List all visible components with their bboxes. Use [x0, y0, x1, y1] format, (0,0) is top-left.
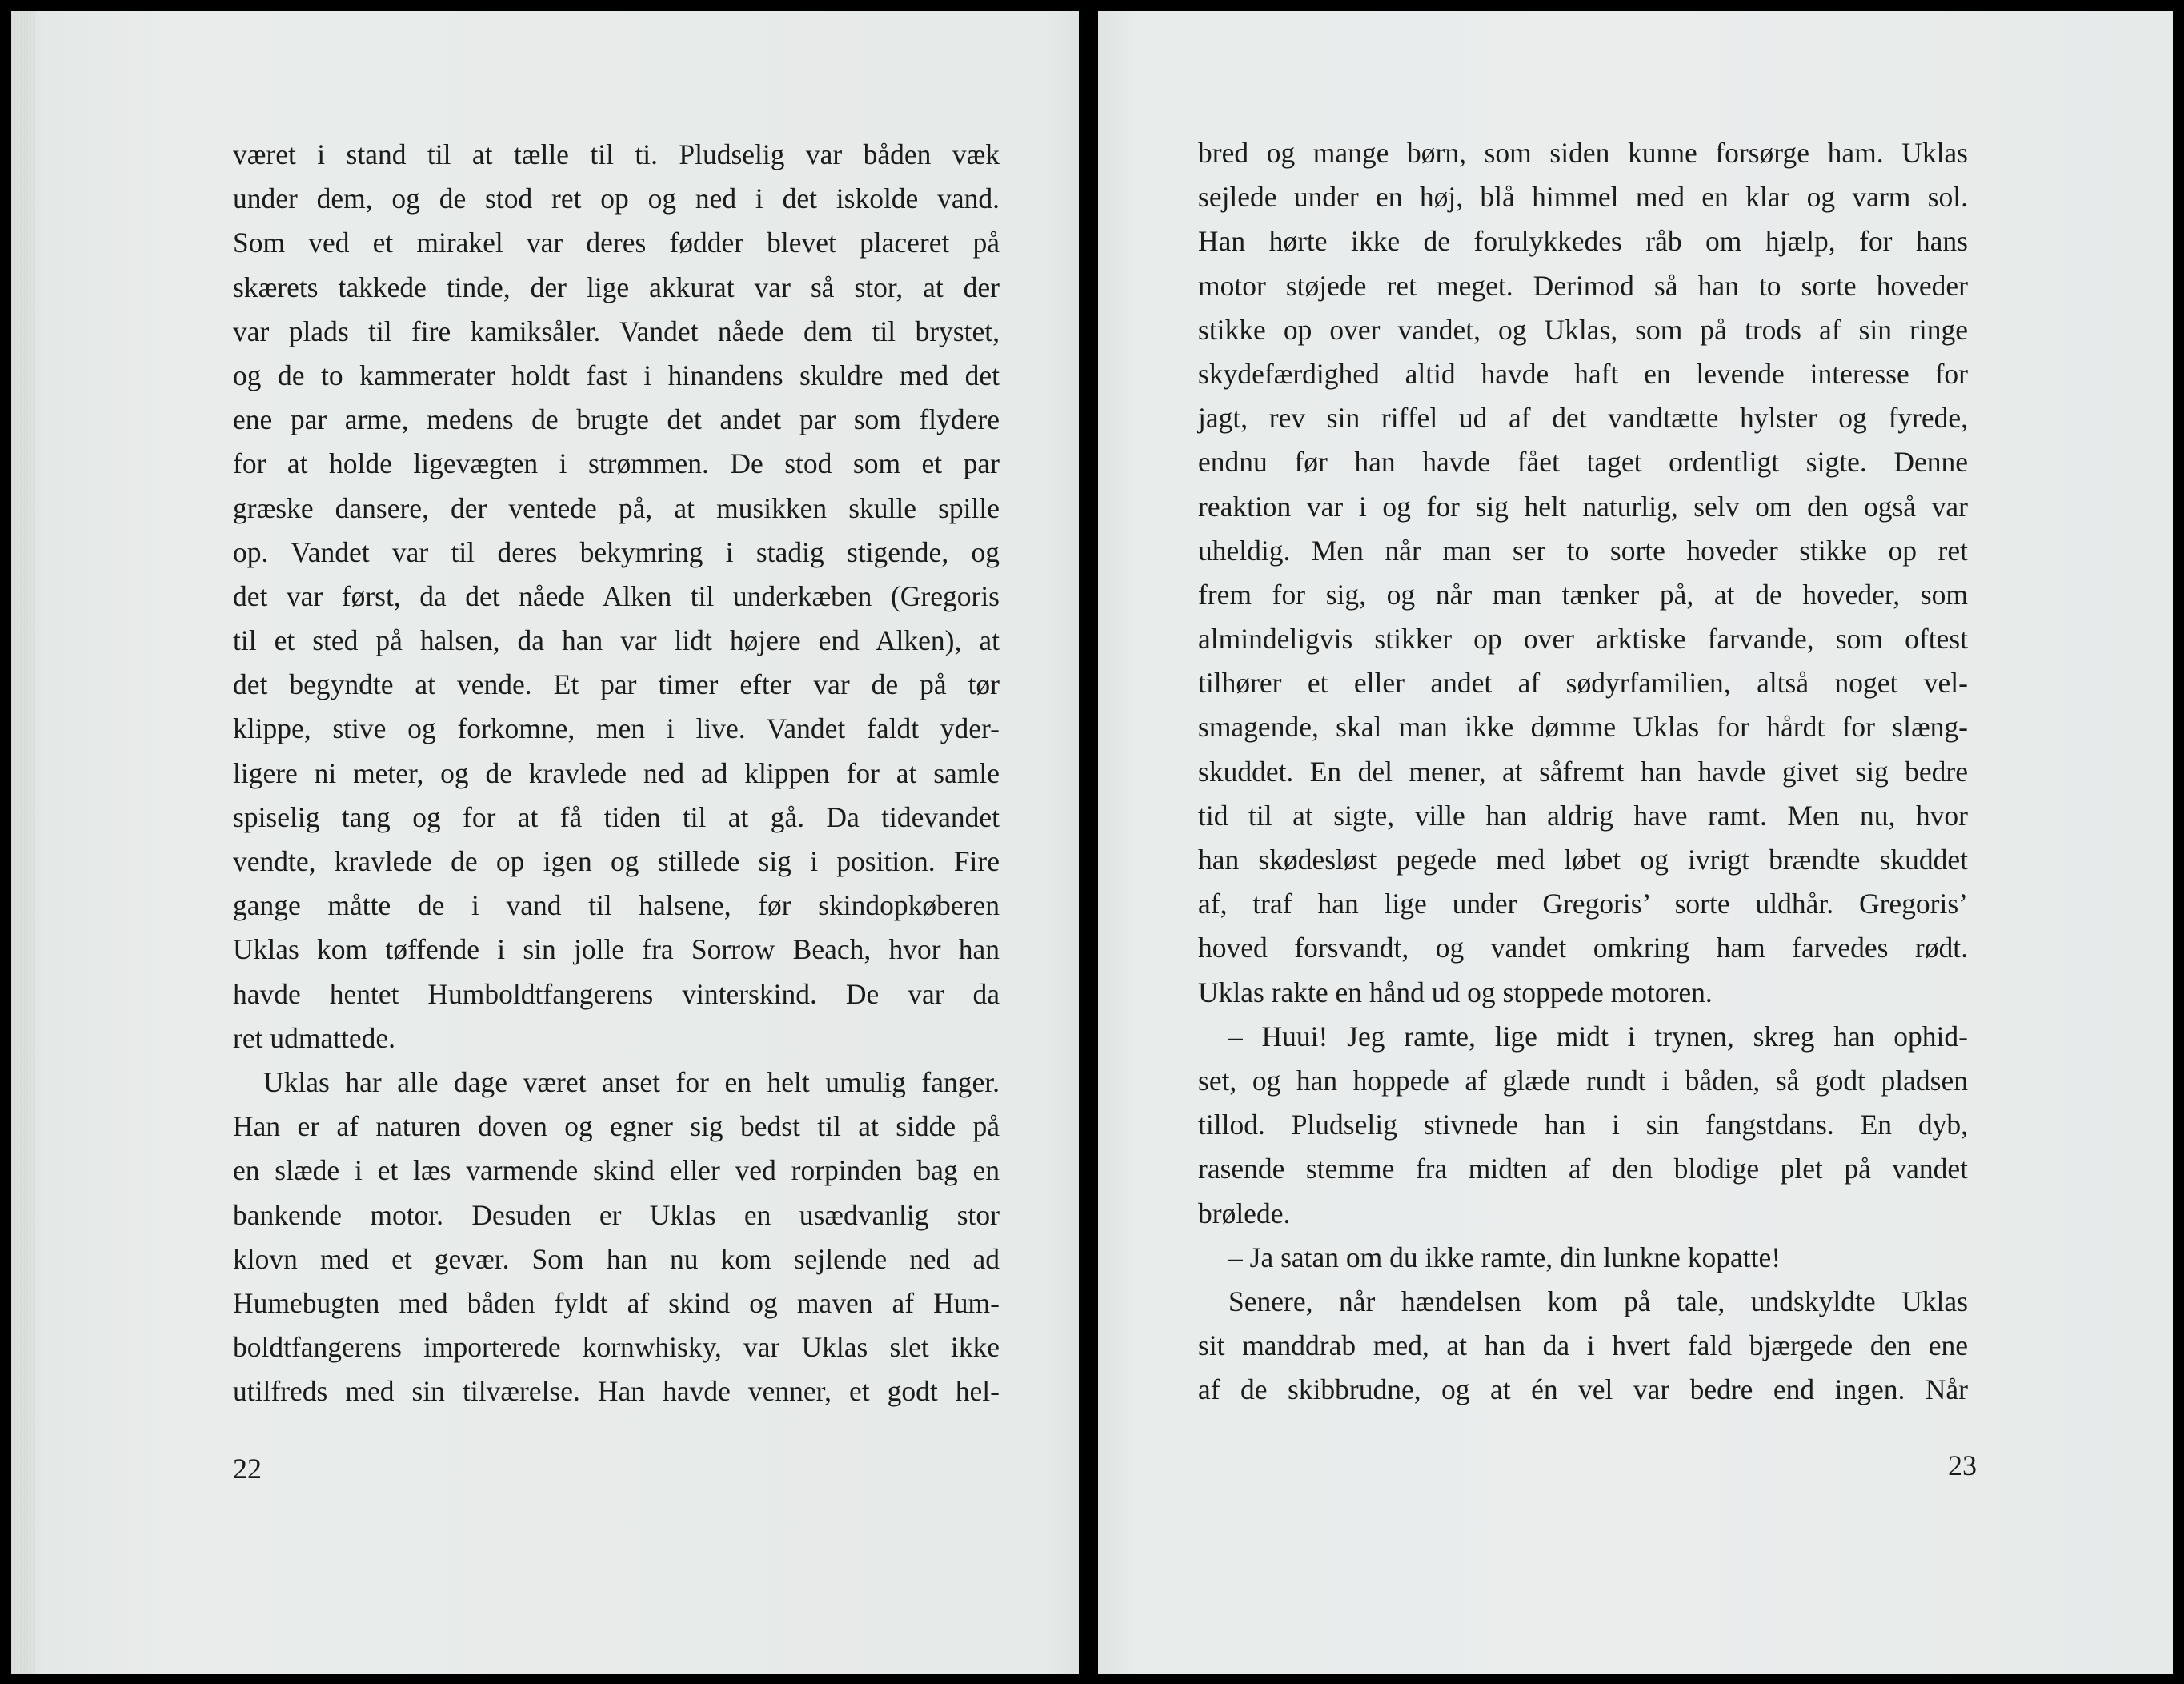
text-line: Han er af naturen doven og egner sig bedst til at sidde på [233, 1110, 1000, 1143]
text-line: vendte, kravlede de op igen og stillede sig i position. Fire [233, 845, 1000, 877]
text-line: Som ved et mirakel var deres fødder blevet placeret på [233, 227, 1000, 259]
text-line: græske dansere, der ventede på, at musikken skulle spille [233, 491, 1000, 524]
text-line: Senere, når hændelsen kom på tale, undskyldte Uklas [1228, 1285, 1968, 1317]
left-page [11, 11, 1079, 1674]
text-line: skydefærdighed altid havde haft en levende interesse for [1198, 357, 1968, 390]
text-line: klippe, stive og forkomne, men i live. Vandet faldt yder- [233, 712, 1000, 745]
text-line: havde hentet Humboldtfangerens vinterskind. De var da [233, 977, 1000, 1010]
left-page-body [233, 133, 1000, 1413]
text-line: Uklas har alle dage været anset for en helt umulig fanger. [263, 1065, 1000, 1098]
text-line: af de skibbrudne, og at én vel var bedre end ingen. Når [1198, 1373, 1968, 1406]
text-line: boldtfangerens importerede kornwhisky, var Uklas slet ikke [233, 1331, 1000, 1364]
text-line: var plads til fire kamiksåler. Vandet nåede dem til brystet, [233, 315, 1000, 347]
text-line: brølede. [1198, 1197, 1291, 1229]
text-line: været i stand til at tælle til ti. Pludselig var båden væk [233, 138, 1000, 170]
text-line: tillod. Pludselig stivnede han i sin fangstdans. En dyb, [1198, 1109, 1968, 1141]
text-line: uheldig. Men når man ser to sorte hoveder stikke op ret [1198, 534, 1968, 567]
text-line: Uklas rakte en hånd ud og stoppede motoren. [1198, 976, 1713, 1008]
text-line: bankende motor. Desuden er Uklas en usædvanlig stor [233, 1198, 1000, 1231]
text-line: endnu før han havde fået taget ordentligt sigte. Denne [1198, 446, 1968, 479]
text-line: og de to kammerater holdt fast i hinandens skuldre med det [233, 359, 1000, 391]
text-line: frem for sig, og når man tænker på, at de hoveder, som [1198, 578, 1968, 611]
text-line: reaktion var i og for sig helt naturlig, selv om den også var [1198, 490, 1968, 523]
text-line: tilhører et eller andet af sødyrfamilien, altså noget vel- [1198, 667, 1968, 700]
text-line: stikke op over vandet, og Uklas, som på trods af sin ringe [1198, 313, 1968, 346]
text-line: skærets takkede tinde, der lige akkurat var så stor, at der [233, 271, 1000, 303]
text-line: for at holde ligevægten i strømmen. De stod som et par [233, 447, 1000, 480]
page-edge [11, 11, 35, 1674]
text-line: ene par arme, medens de brugte det andet par som flydere [233, 403, 1000, 436]
text-line: motor støjede ret meget. Derimod så han to sorte hoveder [1198, 269, 1968, 302]
text-line: spiselig tang og for at få tiden til at gå. Da tidevandet [233, 800, 1000, 833]
text-line: af, traf han lige under Gregoris’ sorte uldhår. Gregoris’ [1198, 888, 1968, 920]
text-line: – Huui! Jeg ramte, lige midt i trynen, skreg han ophid- [1228, 1020, 1968, 1052]
text-line: sejlede under en høj, blå himmel med en klar og varm sol. [1198, 181, 1968, 214]
page-number: 23 [1948, 1449, 1977, 1482]
text-line: almindeligvis stikker op over arktiske farvande, som oftest [1198, 623, 1968, 656]
text-line: han skødesløst pegede med løbet og ivrigt brændte skuddet [1198, 844, 1968, 876]
text-line: – Ja satan om du ikke ramte, din lunkne kopatte! [1228, 1241, 1781, 1273]
text-line: Uklas kom tøffende i sin jolle fra Sorrow Beach, hvor han [233, 933, 1000, 966]
text-line: en slæde i et læs varmende skind eller ved rorpinden bag en [233, 1154, 1000, 1187]
text-line: op. Vandet var til deres bekymring i stadig stigende, og [233, 535, 1000, 568]
text-line: det begyndte at vende. Et par timer efter var de på tør [233, 668, 1000, 701]
text-line: skuddet. En del mener, at såfremt han havde givet sig bedre [1198, 755, 1968, 788]
text-line: tid til at sigte, ville han aldrig have ramt. Men nu, hvor [1198, 799, 1968, 832]
text-line: ligere ni meter, og de kravlede ned ad klippen for at samle [233, 756, 1000, 789]
text-line: gange måtte de i vand til halsene, før skindopkøberen [233, 889, 1000, 922]
page-number: 22 [233, 1453, 262, 1485]
text-line: Han hørte ikke de forulykkedes råb om hjælp, for hans [1198, 225, 1968, 258]
text-line: klovn med et gevær. Som han nu kom sejlende ned ad [233, 1242, 1000, 1275]
right-page [1098, 11, 2173, 1674]
text-line: hoved forsvandt, og vandet omkring ham farvedes rødt. [1198, 932, 1968, 964]
text-line: smagende, skal man ikke dømme Uklas for hårdt for slæng- [1198, 711, 1968, 744]
text-line: bred og mange børn, som siden kunne forsørge ham. Uklas [1198, 137, 1968, 169]
text-line: jagt, rev sin riffel ud af det vandtætte hylster og fyrede, [1198, 402, 1968, 435]
text-line: til et sted på halsen, da han var lidt højere end Alken), at [233, 624, 1000, 657]
text-line: rasende stemme fra midten af den blodige plet på vandet [1198, 1153, 1968, 1185]
text-line: Humebugten med båden fyldt af skind og maven af Hum- [233, 1286, 1000, 1319]
text-line: utilfreds med sin tilværelse. Han havde venner, et godt hel- [233, 1375, 1000, 1408]
text-line: sit manddrab med, at han da i hvert fald bjærgede den ene [1198, 1329, 1968, 1362]
right-page-body [1198, 131, 1968, 1412]
text-line: set, og han hoppede af glæde rundt i båden, så godt pladsen [1198, 1064, 1968, 1097]
text-line: ret udmattede. [233, 1021, 396, 1054]
text-line: det var først, da det nåede Alken til underkæben (Gregoris [233, 579, 1000, 612]
text-line: under dem, og de stod ret op og ned i det iskolde vand. [233, 182, 1000, 215]
